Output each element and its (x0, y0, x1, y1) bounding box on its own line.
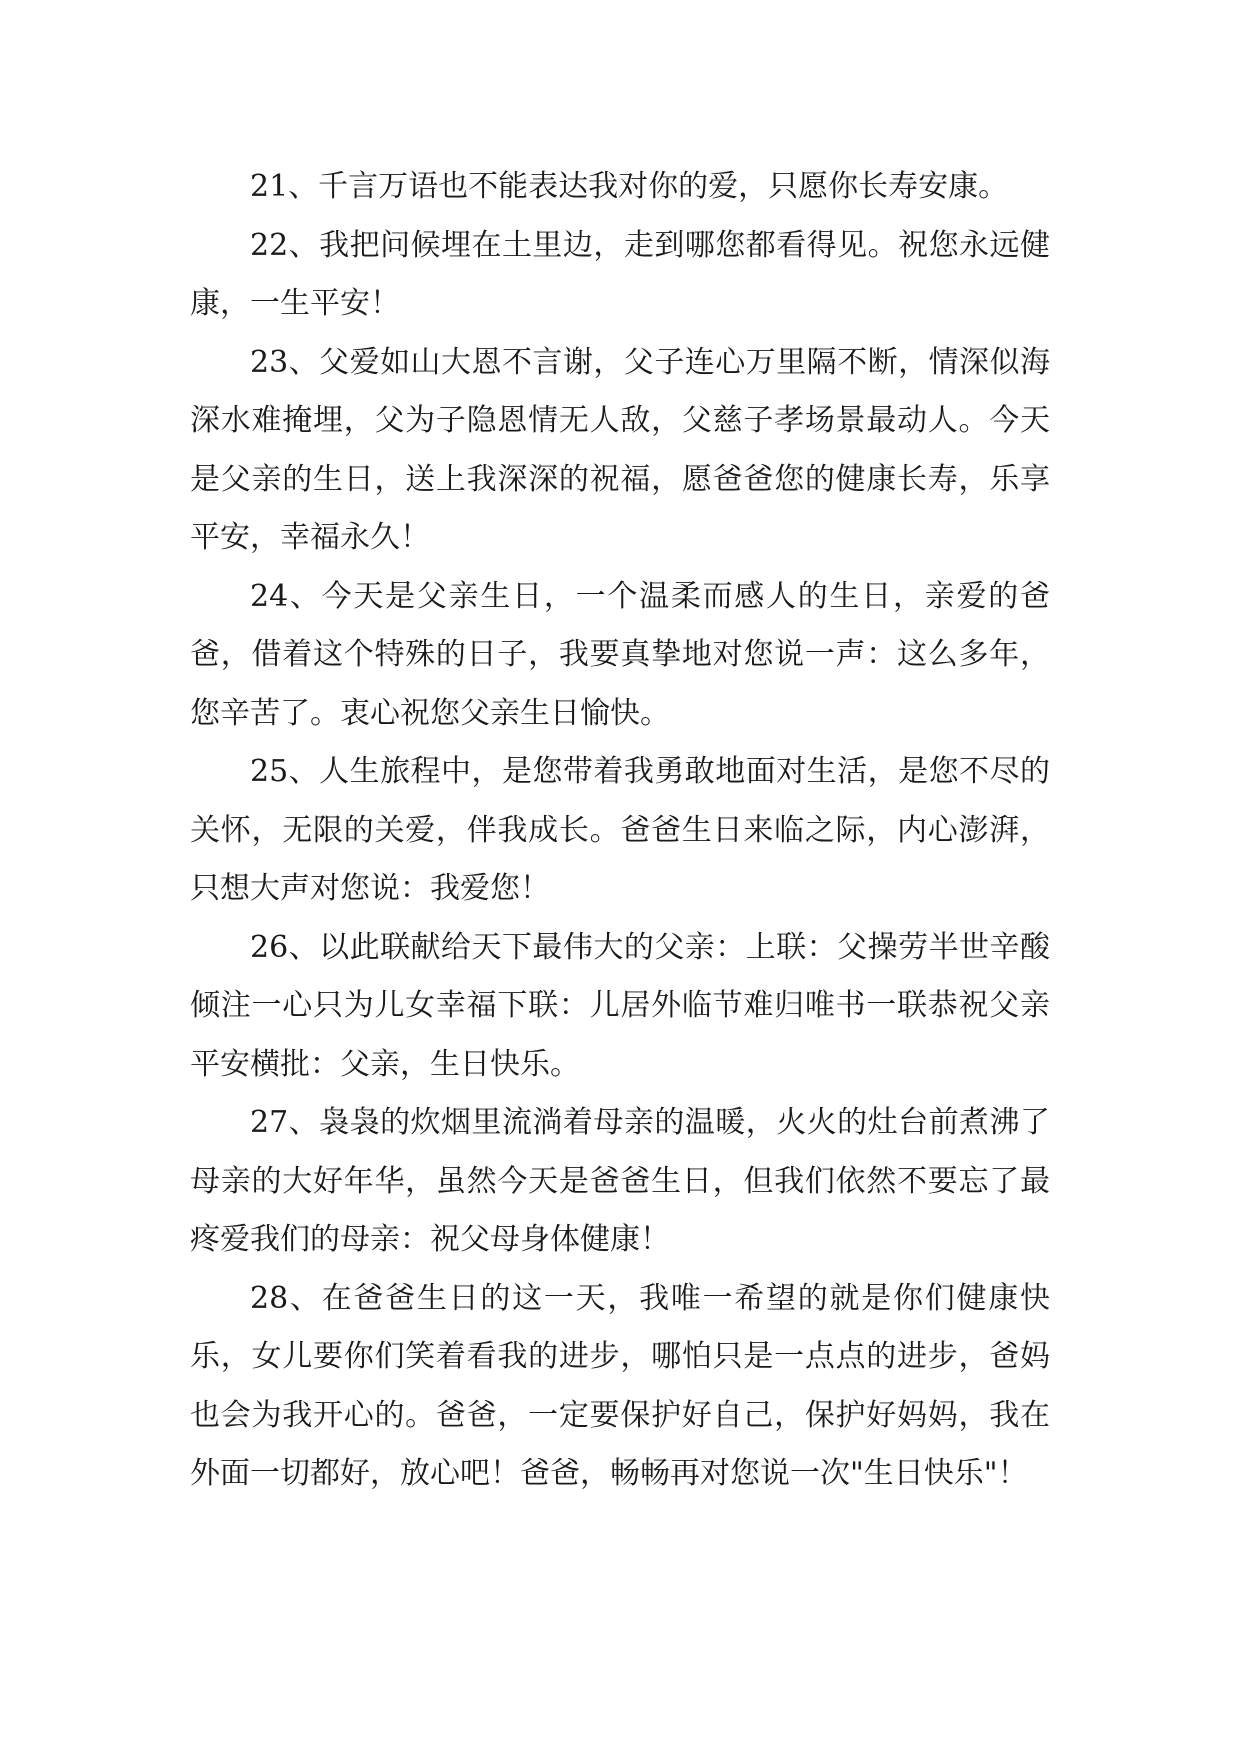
paragraph-25: 25、人生旅程中，是您带着我勇敢地面对生活，是您不尽的关怀，无限的关爱，伴我成长。爸爸生日来临之际，内心澎湃，只想大声对您说：我爱您！ (190, 754, 1050, 906)
paragraph-21: 21、千言万语也不能表达我对你的爱，只愿你长寿安康。 (250, 169, 1009, 204)
document-body (190, 158, 1050, 1504)
paragraph-23: 23、父爱如山大恩不言谢，父子连心万里隔不断，情深似海深水难掩埋，父为子隐恩情无人敌，父慈子孝场景最动人。今天是父亲的生日，送上我深深的祝福，愿爸爸您的健康长寿，乐享平安，幸福永久！ (190, 344, 1050, 555)
paragraph-22: 22、我把问候埋在土里边，走到哪您都看得见。祝您永远健康，一生平安！ (190, 227, 1050, 321)
paragraph-26: 26、以此联献给天下最伟大的父亲：上联：父操劳半世辛酸倾注一心只为儿女幸福下联：儿居外临节难归唯书一联恭祝父亲平安横批：父亲，生日快乐。 (190, 929, 1050, 1082)
paragraph-24: 24、今天是父亲生日，一个温柔而感人的生日，亲爱的爸爸，借着这个特殊的日子，我要真挚地对您说一声：这么多年，您辛苦了。衷心祝您父亲生日愉快。 (190, 578, 1050, 731)
paragraph-28: 28、在爸爸生日的这一天，我唯一希望的就是你们健康快乐，女儿要你们笑着看我的进步，哪怕只是一点点的进步，爸妈也会为我开心的。爸爸，一定要保护好自己，保护好妈妈，我在外面一切都好，放心吧！爸爸，畅畅再对您说一次"生日快乐"！ (190, 1280, 1050, 1491)
paragraph-27: 27、袅袅的炊烟里流淌着母亲的温暖，火火的灶台前煮沸了母亲的大好年华，虽然今天是爸爸生日，但我们依然不要忘了最疼爱我们的母亲：祝父母身体健康！ (190, 1105, 1050, 1257)
